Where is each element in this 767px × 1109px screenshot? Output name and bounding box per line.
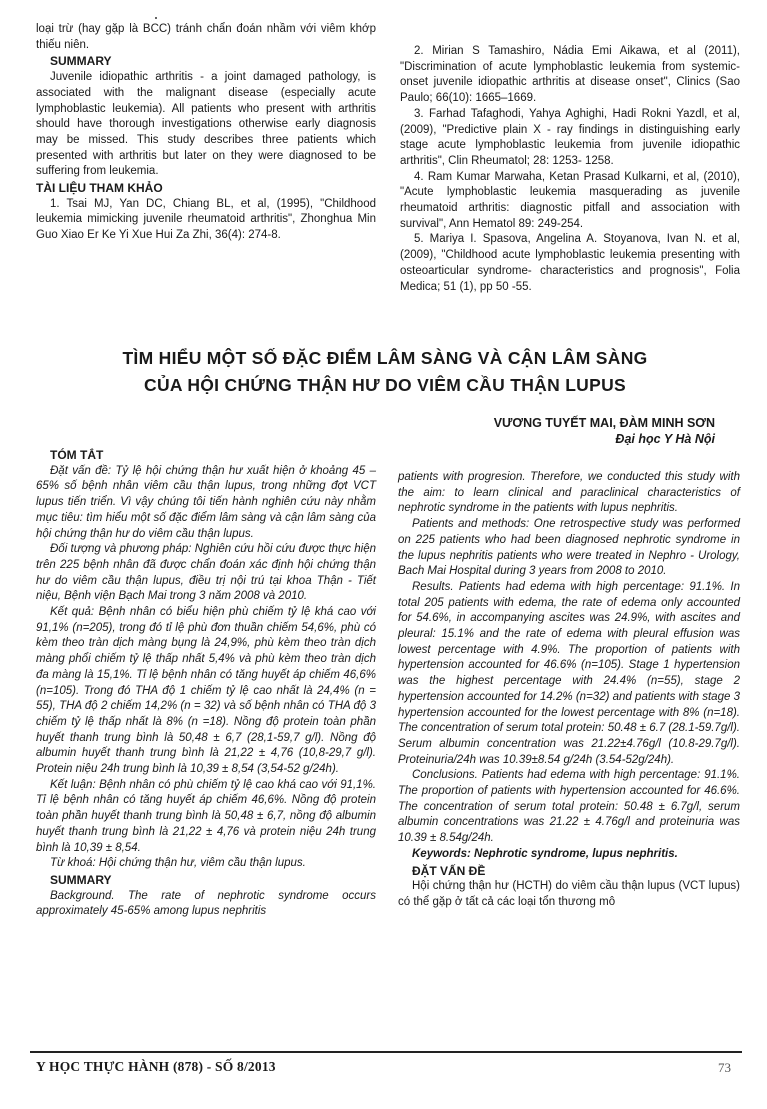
abstract-vn-methods: Đối tượng và phương pháp: Nghiên cứu hồi cứu được thực hiện trên 225 bệnh nhân đã được chẩn đoán xác định hội chứng thận hư do viêm cầu thận lupus, điều trị nội trú tại khoa Thận - Tiết niệu, Bệnh viện Bạch Mai trong 3 năm 2008 và 2010. bbox=[36, 543, 376, 603]
introduction-paragraph: Hội chứng thận hư (HCTH) do viêm cầu thận lupus (VCT lupus) có thể gặp ở tất cả các loại tổn thương mô bbox=[398, 880, 740, 908]
footer-divider bbox=[30, 1051, 742, 1053]
reference-item-3: 3. Farhad Tafaghodi, Yahya Aghighi, Hadi Rokni Yazdl, et al, (2009), "Predictive plain X - ray findings in distinguishing early stage acute lymphoblastic leukemia from juvenile idiopathic arthritis", Clin Rheumatol; 28: 1253- 1258. bbox=[400, 107, 740, 167]
article-title-line-1: TÌM HIỂU MỘT SỐ ĐẶC ĐIỂM LÂM SÀNG VÀ CẬN LÂM SÀNG bbox=[122, 348, 648, 368]
article-authors-block bbox=[494, 415, 715, 447]
summary-paragraph: Juvenile idiopathic arthritis - a joint damaged pathology, is associated with the malignant disease (especially acute lymphoblastic leukemia). All patients who present with arthritis should have thorough investigations otherwise early diagnosis may be missed. This study describes three patients which presented with arthritis but later on they were diagnosed to be suffering from leukemia. bbox=[36, 71, 376, 178]
dat-van-de-heading: ĐẶT VẤN ĐỀ bbox=[412, 863, 486, 878]
article-title bbox=[60, 345, 710, 399]
abstract-right-column bbox=[398, 470, 740, 911]
abstract-en-methods: Patients and methods: One retrospective study was performed on 225 patients who had been diagnosed nephrotic syndrome in the lupus nephritis patients who were treated in Nephro - Urology, Bach Mai Hospital during 3 years from 2008 to 2010. bbox=[398, 518, 740, 578]
abstract-vn-conclusion: Kết luận: Bệnh nhân có phù chiếm tỷ lệ cao khá cao với 91,1%. Tỉ lệ bệnh nhân có tăng huyết áp chiếm 46,6%. Nồng độ protein toàn phần huyết thanh trung bình là 50,48 ± 6,7, nồng độ albumin huyết thanh trung bình là 21,22 ± 4,76 và protein niệu 24h trung bình là 10,39 ± 8,54. bbox=[36, 778, 376, 854]
summary-en-heading: SUMMARY bbox=[50, 872, 112, 887]
article-title-line-2: CỦA HỘI CHỨNG THẬN HƯ DO VIÊM CẦU THẬN LUPUS bbox=[144, 375, 626, 395]
abstract-vn-results: Kết quả: Bệnh nhân có biểu hiện phù chiếm tỷ lệ khá cao với 91,1% (n=205), trong đó tỉ lệ phù đơn thuần chiếm 54,6%, phù có kèm theo tràn dịch màng bụng là 24,9%, phù kèm theo tràn dịch màng phổi chiếm tỷ lệ thấp nhất 5,4% và phù kèm theo tràn dịch đa màng là 15,1%. Tỉ lệ bệnh nhân có tăng huyết áp chiếm 46,6% (n=105). Trong đó THA độ 1 chiếm tỷ lệ cao nhất là 24,4% (n = 55), THA độ 2 chiếm 14,2% (n = 32) và số bệnh nhân có THA độ 3 chiếm tỷ lệ thấp nhất là 8% (n =18). Nồng độ protein toàn phần huyết thanh trung bình là 50,48 ± 6,7 (28,1-59,7 g/l). Nồng độ albumin huyết thanh trung bình là 21,22 ± 4,76 (10,8-29,7 g/l). Protein niệu 24h trung bình là 10,39 ± 8,54 (3,54-52 g/24h). bbox=[36, 606, 376, 776]
abstract-en-conclusions: Conclusions. Patients had edema with high percentage: 91.1%. The proportion of patients with hypertension accounted for 46.6%. The concentration of serum total protein: 50.48 ± 6.7g/l, serum albumin concentrations was 21.22 ± 4.76g/l and proteinuria was 10.39 ± 8.54g/24h. bbox=[398, 769, 740, 845]
reference-item-5: 5. Mariya I. Spasova, Angelina A. Stoyanova, Ivan N. et al, (2009), "Childhood acute lymphoblastic leukemia presenting with osteoarticular syndrome- characteristics and prognosis", Folia Medica; 51 (1), pp 50 -55. bbox=[400, 233, 740, 293]
stray-dot-mark bbox=[155, 17, 157, 19]
previous-article-left-column bbox=[36, 22, 376, 244]
continued-paragraph: loại trừ (hay gặp là BCC) tránh chẩn đoán nhầm với viêm khớp thiếu niên. bbox=[36, 23, 376, 51]
abstract-en-background-start: Background. The rate of nephrotic syndrome occurs approximately 45-65% among lupus nephritis bbox=[36, 889, 376, 918]
abstract-en-background-continued: patients with progresion. Therefore, we conducted this study with the aim: to learn clinical and paraclinical characteristics of nephrotic syndrome in the patients with lupus nephritis. bbox=[398, 471, 740, 515]
author-affiliation: Đại học Y Hà Nội bbox=[615, 432, 715, 446]
author-names: VƯƠNG TUYẾT MAI, ĐÀM MINH SƠN bbox=[493, 416, 715, 430]
reference-item-4: 4. Ram Kumar Marwaha, Ketan Prasad Kulkarni, et al, (2010), "Acute lymphoblastic leukemia masquerading as juvenile rheumatoid arthritis: diagnostic pitfall and association with survival", Ann Hematol 89: 249-254. bbox=[400, 170, 740, 230]
references-heading: TÀI LIỆU THAM KHẢO bbox=[36, 181, 163, 196]
journal-footer: Y HỌC THỰC HÀNH (878) - SỐ 8/2013 bbox=[36, 1059, 276, 1074]
abstract-left-column bbox=[36, 447, 376, 920]
abstract-en-keywords: Keywords: Nephrotic syndrome, lupus nephritis. bbox=[412, 847, 678, 860]
summary-heading: SUMMARY bbox=[50, 54, 112, 69]
reference-item-2: 2. Mirian S Tamashiro, Nádia Emi Aikawa, et al (2011), "Discrimination of acute lymphoblastic leukemia from systemic-onset juvenile idiopathic arthritis at disease onset", Clinics (Sao Paulo; 66(10): 1665–1669. bbox=[400, 45, 740, 105]
abstract-vn-keywords: Từ khoá: Hội chứng thận hư, viêm cầu thận lupus. bbox=[50, 857, 306, 870]
abstract-vn-introduction: Đặt vấn đề: Tỷ lệ hội chứng thận hư xuất hiện ở khoảng 45 – 65% số bệnh nhân viêm cầu thận lupus, trong những đợt VCT lupus tiến triển. Vì vậy chúng tôi tiến hành nghiên cứu này nhằm mục tiêu: tìm hiểu một số đặc điểm lâm sàng và cận lâm sàng của hội chứng thận hư do viêm cầu thận lupus. bbox=[36, 464, 376, 540]
tomtat-heading: TÓM TẮT bbox=[50, 448, 104, 462]
previous-article-right-column bbox=[400, 44, 740, 295]
abstract-en-results: Results. Patients had edema with high percentage: 91.1%. In total 205 patients with edema, the rate of edema only accounted for 54.6%, in accompanying ascites was 24.9%, with ascites and pleural: 15.1% and the rate of edema with pleural effusion was lowest percentage with 4.9%. The proportion of patients with hypertension accounted for 46.6% (n=105). Stage 1 hypertension was the highest percentage with 24.4% (n=55), stage 2 hypertension accounted for 14.2% (n=32) and patients with stage 3 hypertension accounted for the lowest percentage with 8% (n=18). The concentration of serum total protein: 50.48 ± 6.7 (28.1-59.7g/l). Serum albumin concentration was 21.22±4.76g/l (10.8-29.7g/l). Proteinuria/24h was 10.39±8.54 g/24h (3.54-52g/24h). bbox=[398, 580, 740, 766]
page-number: 73 bbox=[718, 1060, 731, 1075]
reference-item-1: 1. Tsai MJ, Yan DC, Chiang BL, et al, (1995), "Childhood leukemia mimicking juvenile rheumatoid arthritis", Zhonghua Min Guo Xiao Er Ke Yi Xue Hui Za Zhi, 36(4): 274-8. bbox=[36, 197, 376, 242]
